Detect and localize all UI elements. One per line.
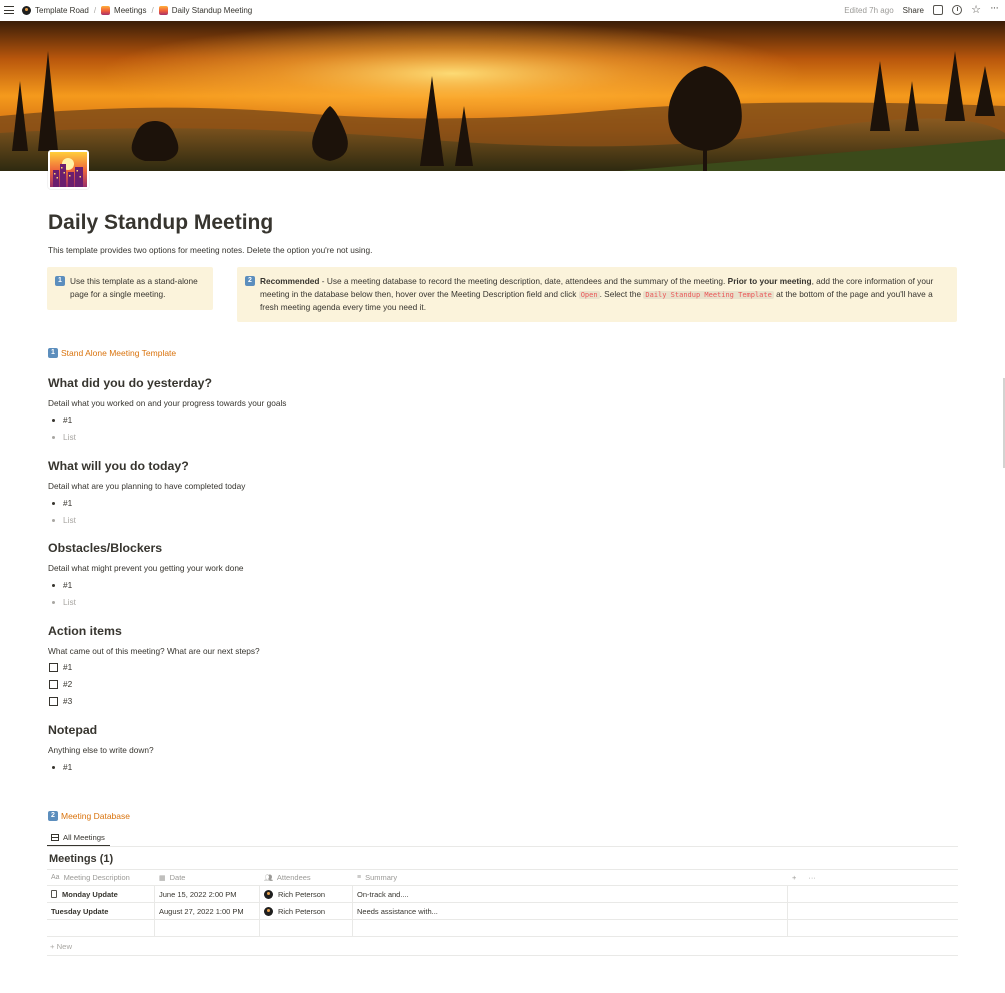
cell-summary[interactable]: On-track and.... [353, 886, 788, 902]
desc-blockers[interactable]: Detail what might prevent you getting your work done [48, 563, 244, 573]
cell-empty[interactable] [260, 920, 353, 936]
todo-item[interactable] [49, 696, 72, 706]
todo-item[interactable] [49, 662, 72, 672]
text-icon: ≡ [357, 874, 362, 881]
cell-empty[interactable] [353, 920, 788, 936]
comment-icon[interactable] [933, 5, 943, 15]
desc-notepad[interactable]: Anything else to write down? [48, 745, 154, 755]
checkbox[interactable] [49, 680, 58, 689]
desc-action-items[interactable]: What came out of this meeting? What are our next steps? [48, 646, 260, 656]
edited-timestamp: Edited 7h ago [844, 5, 894, 15]
page-title[interactable]: Daily Standup Meeting [48, 211, 274, 234]
desc-yesterday[interactable]: Detail what you worked on and your progress towards your goals [48, 398, 287, 408]
callout-text-part: . Select the [599, 288, 644, 299]
inline-code-template: Daily Standup Meeting Template [645, 290, 772, 299]
todo-label: #2 [63, 679, 73, 689]
checkbox[interactable] [49, 697, 58, 706]
cell-text: Rich Peterson [278, 889, 326, 899]
cell-empty [788, 886, 958, 902]
table-row-empty[interactable] [47, 920, 958, 937]
date-icon: ▦ [159, 874, 166, 882]
callout-text-part: at the bottom of the page and you'll have a fresh meeting agenda every time you need it. [260, 288, 933, 312]
todo-item[interactable] [49, 679, 72, 689]
add-column-button[interactable]: + [792, 873, 797, 882]
column-label: Attendees [276, 873, 311, 882]
desc-today[interactable]: Detail what are you planning to have completed today [48, 481, 246, 491]
avatar [264, 890, 273, 899]
inline-code-open: Open [580, 290, 598, 299]
column-label: Date [169, 873, 186, 882]
cell-text: Rich Peterson [278, 906, 326, 916]
column-header-attendees[interactable] [260, 870, 353, 885]
breadcrumb [22, 6, 252, 15]
breadcrumb-separator: / [151, 5, 154, 15]
list-placeholder[interactable]: List [52, 515, 76, 525]
cell-attendees[interactable] [260, 886, 353, 902]
column-header-date[interactable] [155, 870, 260, 885]
heading-action-items[interactable]: Action items [48, 624, 122, 638]
column-label: Summary [365, 873, 398, 882]
cell-attendees[interactable] [260, 903, 353, 919]
meetings-table [47, 869, 958, 937]
keycap-one-icon: 1 [48, 348, 58, 358]
avatar [264, 907, 273, 916]
list-item[interactable]: #1 [52, 415, 72, 425]
column-header-summary[interactable] [353, 870, 788, 885]
more-options-button[interactable]: ··· [808, 873, 816, 882]
menu-icon[interactable] [4, 6, 14, 14]
cell-description[interactable] [47, 903, 155, 919]
cell-date[interactable]: June 15, 2022 2:00 PM [155, 886, 260, 902]
cell-text: Tuesday Update [51, 906, 109, 916]
people-icon: 👥︎ [264, 874, 273, 882]
breadcrumb-separator: / [93, 5, 97, 15]
cell-empty[interactable] [155, 920, 260, 936]
meeting-database-link[interactable] [48, 811, 130, 821]
cell-empty[interactable] [47, 920, 155, 936]
new-row-button[interactable]: + New [50, 942, 73, 951]
table-row[interactable] [47, 903, 958, 920]
table-header-row [47, 869, 958, 886]
callout-text-part: , add the core information of your meeting in the database below then, hover over the Meeting Description field and click [260, 276, 934, 299]
column-header-description[interactable] [47, 870, 155, 885]
divider [47, 955, 958, 956]
callout-recommended-text [260, 275, 949, 322]
list-item[interactable]: #1 [52, 580, 72, 590]
cell-text: Monday Update [62, 889, 118, 899]
list-item[interactable]: #1 [52, 498, 72, 508]
city-icon [159, 6, 168, 15]
view-tab-all-meetings[interactable] [47, 829, 110, 847]
clock-icon[interactable] [952, 5, 962, 15]
keycap-two-icon: 2 [245, 276, 255, 286]
standalone-template-link[interactable] [48, 348, 176, 358]
heading-blockers[interactable]: Obstacles/Blockers [48, 541, 163, 555]
cell-description[interactable] [47, 886, 155, 902]
standalone-template-label: Stand Alone Meeting Template [61, 348, 177, 358]
top-bar [0, 0, 1005, 20]
database-title[interactable]: Meetings (1) [49, 853, 114, 865]
cell-date[interactable]: August 27, 2022 1:00 PM [155, 903, 260, 919]
list-item[interactable]: #1 [52, 762, 72, 772]
page-icon [51, 890, 57, 898]
text-type-icon: Aa [51, 874, 60, 881]
list-placeholder[interactable]: List [52, 597, 76, 607]
todo-label: #3 [63, 696, 73, 706]
breadcrumb-item-meetings[interactable]: Meetings [114, 5, 147, 15]
cell-empty [788, 903, 958, 919]
callout-standalone[interactable] [47, 267, 213, 310]
prior-meeting-label: Prior to your meeting [727, 276, 812, 286]
breadcrumb-item-template-road[interactable]: Template Road [35, 5, 89, 15]
view-tab-label: All Meetings [63, 832, 105, 842]
column-label: Meeting Description [63, 873, 130, 882]
page-icon[interactable] [48, 150, 89, 189]
city-icon [101, 6, 110, 15]
heading-today[interactable]: What will you do today? [48, 459, 189, 473]
keycap-two-icon: 2 [48, 811, 58, 821]
checkbox[interactable] [49, 663, 58, 672]
template-road-logo-icon [22, 6, 31, 15]
todo-label: #1 [63, 662, 73, 672]
recommended-label: Recommended [260, 276, 320, 286]
star-icon[interactable]: ☆ [971, 4, 981, 16]
more-icon[interactable]: ··· [990, 2, 998, 14]
heading-yesterday[interactable]: What did you do yesterday? [48, 376, 212, 390]
table-row[interactable] [47, 886, 958, 903]
column-actions [788, 870, 958, 885]
breadcrumb-item-current-page[interactable]: Daily Standup Meeting [171, 5, 253, 15]
cover-image [0, 21, 1005, 171]
cell-empty [788, 920, 958, 936]
divider [47, 846, 958, 847]
heading-notepad[interactable]: Notepad [48, 723, 98, 737]
meeting-database-label: Meeting Database [61, 811, 130, 821]
table-icon [51, 834, 59, 841]
intro-text[interactable]: This template provides two options for meeting notes. Delete the option you're not using. [48, 245, 373, 255]
cell-summary[interactable]: Needs assistance with... [353, 903, 788, 919]
keycap-one-icon: 1 [55, 276, 65, 286]
share-button[interactable]: Share [902, 5, 924, 15]
callout-recommended[interactable] [237, 267, 957, 322]
list-placeholder[interactable]: List [52, 432, 76, 442]
callout-standalone-text: Use this template as a stand-alone page for a single meeting. [70, 276, 198, 299]
callout-text-part: - Use a meeting database to record the meeting description, date, attendees and the summary of the meeting. [319, 276, 728, 286]
